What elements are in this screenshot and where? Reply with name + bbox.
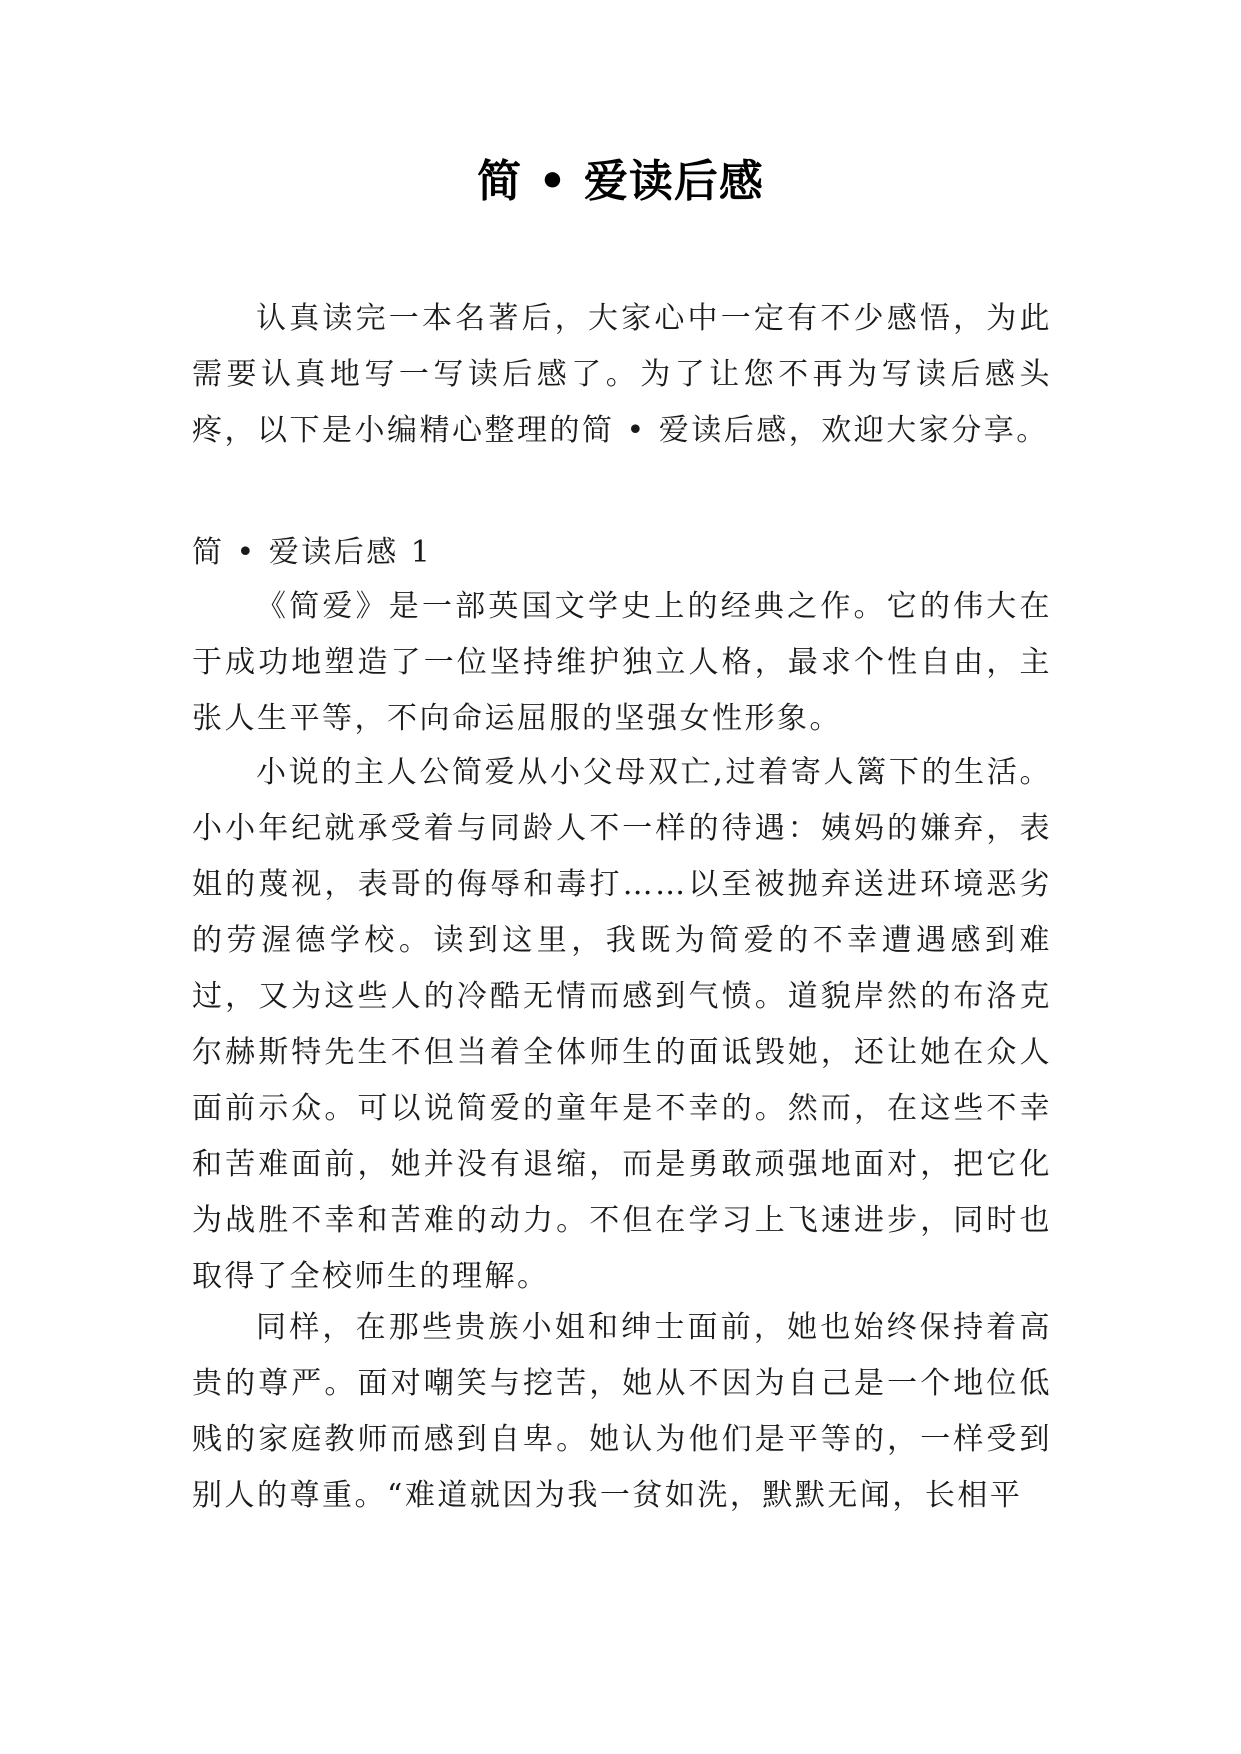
document-title: 简 • 爱读后感 — [477, 156, 764, 207]
body-paragraph-3: 同样，在那些贵族小姐和绅士面前，她也始终保持着高贵的尊严。面对嘲笑与挖苦，她从不因为自己是一个地位低贱的家庭教师而感到自卑。她认为他们是平等的，一样受到别人的尊重。“难道就因为我一贫如洗，默默无闻，长相平 — [192, 1310, 1052, 1513]
body-paragraph-2: 小说的主人公简爱从小父母双亡,过着寄人篱下的生活。小小年纪就承受着与同龄人不一样的待遇：姨妈的嫌弃，表姐的蔑视，表哥的侮辱和毒打……以至被抛弃送进环境恶劣的劳渥德学校。读到这里，我既为简爱的不幸遭遇感到难过，又为这些人的冷酷无情而感到气愤。道貌岸然的布洛克尔赫斯特先生不但当着全体师生的面诋毁她，还让她在众人面前示众。可以说简爱的童年是不幸的。然而，在这些不幸和苦难面前，她并没有退缩，而是勇敢顽强地面对，把它化为战胜不幸和苦难的动力。不但在学习上飞速进步，同时也取得了全校师生的理解。 — [192, 755, 1052, 1294]
section-heading: 简 • 爱读后感 1 — [192, 535, 433, 570]
body-paragraph-1: 《简爱》是一部英国文学史上的经典之作。它的伟大在于成功地塑造了一位坚持维护独立人格，最求个性自由，主张人生平等，不向命运屈服的坚强女性形象。 — [192, 589, 1052, 736]
intro-paragraph: 认真读完一本名著后，大家心中一定有不少感悟，为此需要认真地写一写读后感了。为了让您不再为写读后感头疼，以下是小编精心整理的简 • 爱读后感，欢迎大家分享。 — [192, 301, 1052, 448]
